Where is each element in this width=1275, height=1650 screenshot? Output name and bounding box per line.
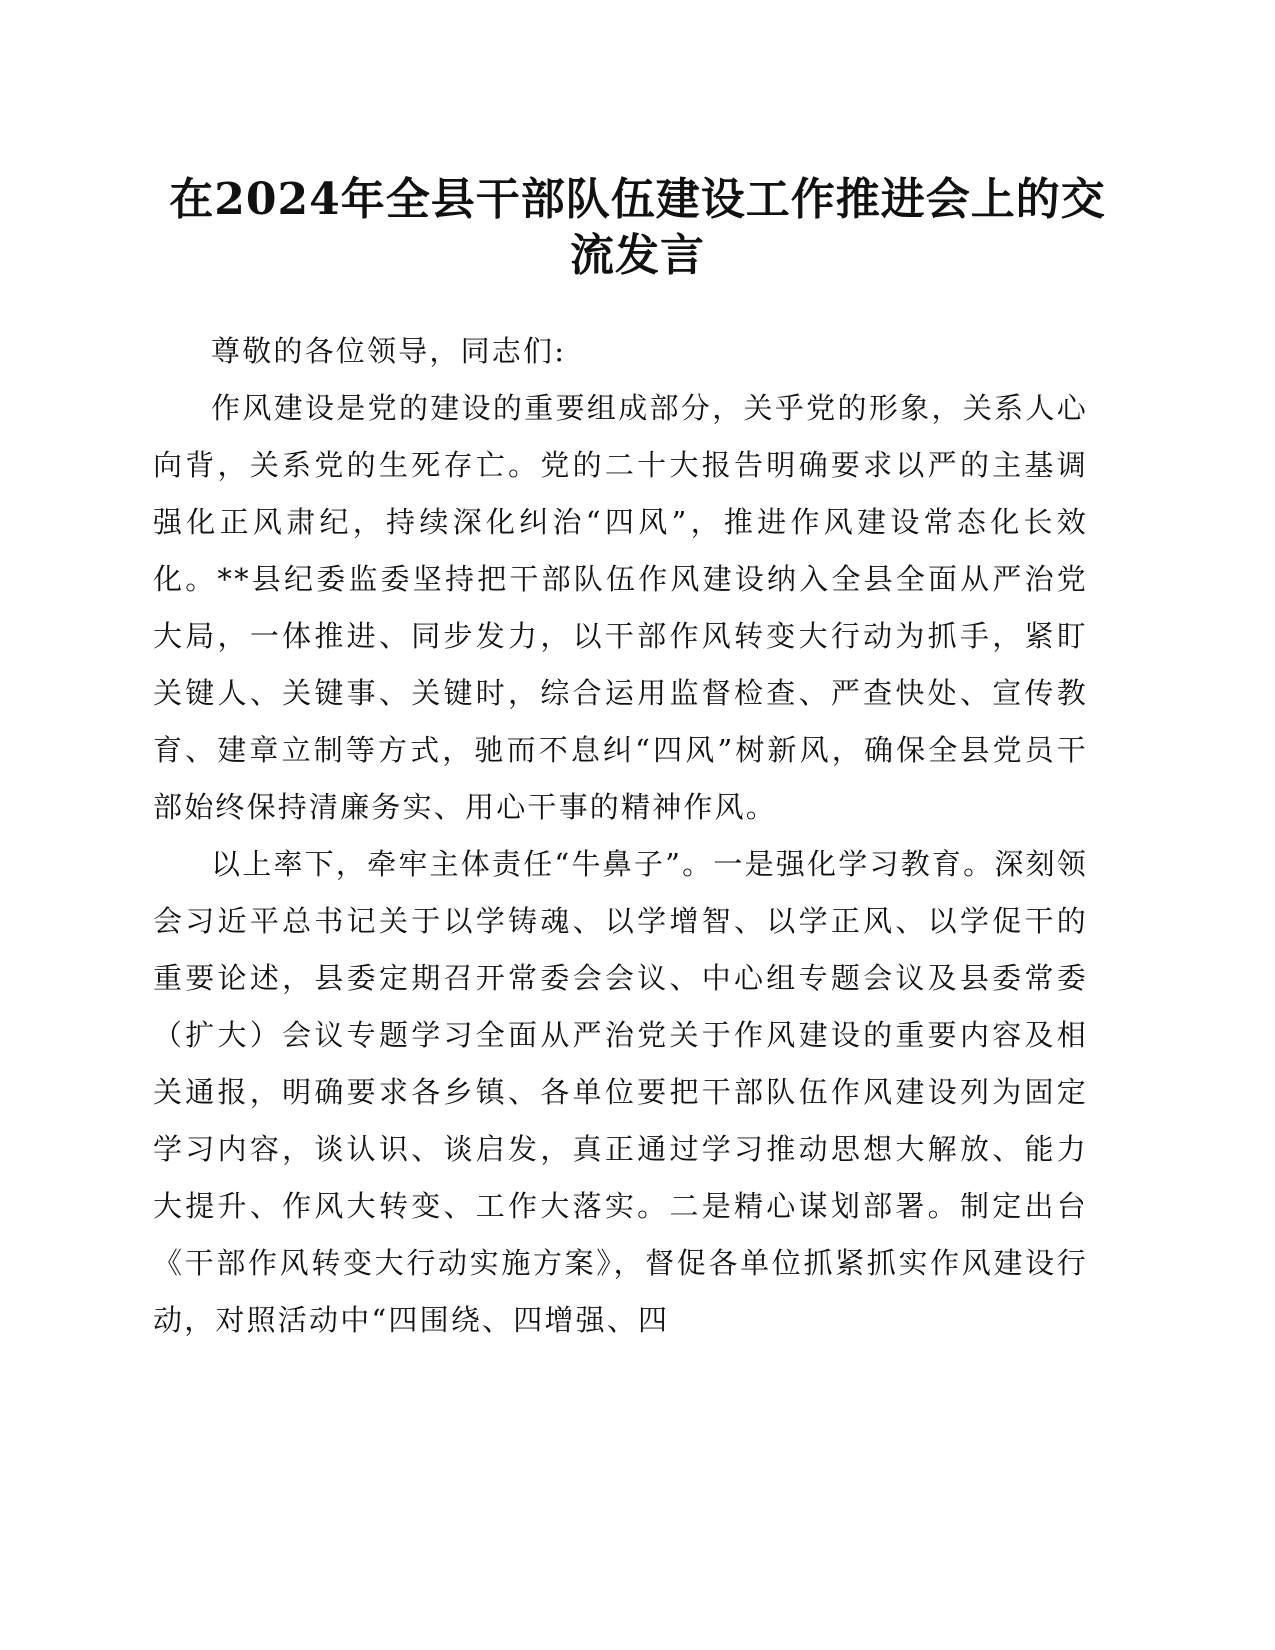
document-title: 在2024年全县干部队伍建设工作推进会上的交流发言 (169, 174, 1106, 281)
paragraph-intro: 作风建设是党的建设的重要组成部分，关乎党的形象，关系人心向背，关系党的生死存亡。党的二十大报告明确要求以严的主基调强化正风肃纪，持续深化纠治“四风”，推进作风建设常态化长效化。**县纪委监委坚持把干部队伍作风建设纳入全县全面从严治党大局，一体推进、同步发力，以干部作风转变大行动为抓手，紧盯关键人、关键事、关键时，综合运用监督检查、严查快处、宣传教育、建章立制等方式，驰而不息纠“四风”树新风，确保全县党员干部始终保持清廉务实、用心干事的精神作风。 (153, 391, 1088, 824)
salutation: 尊敬的各位领导，同志们: (211, 334, 567, 368)
document-body (153, 323, 1088, 1349)
paragraph-responsibility: 以上率下，牵牢主体责任“牛鼻子”。一是强化学习教育。深刻领会习近平总书记关于以学铸魂、以学增智、以学正风、以学促干的重要论述，县委定期召开常委会会议、中心组专题会议及县委常委（扩大）会议专题学习全面从严治党关于作风建设的重要内容及相关通报，明确要求各乡镇、各单位要把干部队伍作风建设列为固定学习内容，谈认识、谈启发，真正通过学习推动思想大解放、能力大提升、作风大转变、工作大落实。二是精心谋划部署。制定出台《干部作风转变大行动实施方案》，督促各单位抓紧抓实作风建设行动，对照活动中“四围绕、四增强、四 (153, 847, 1088, 1337)
